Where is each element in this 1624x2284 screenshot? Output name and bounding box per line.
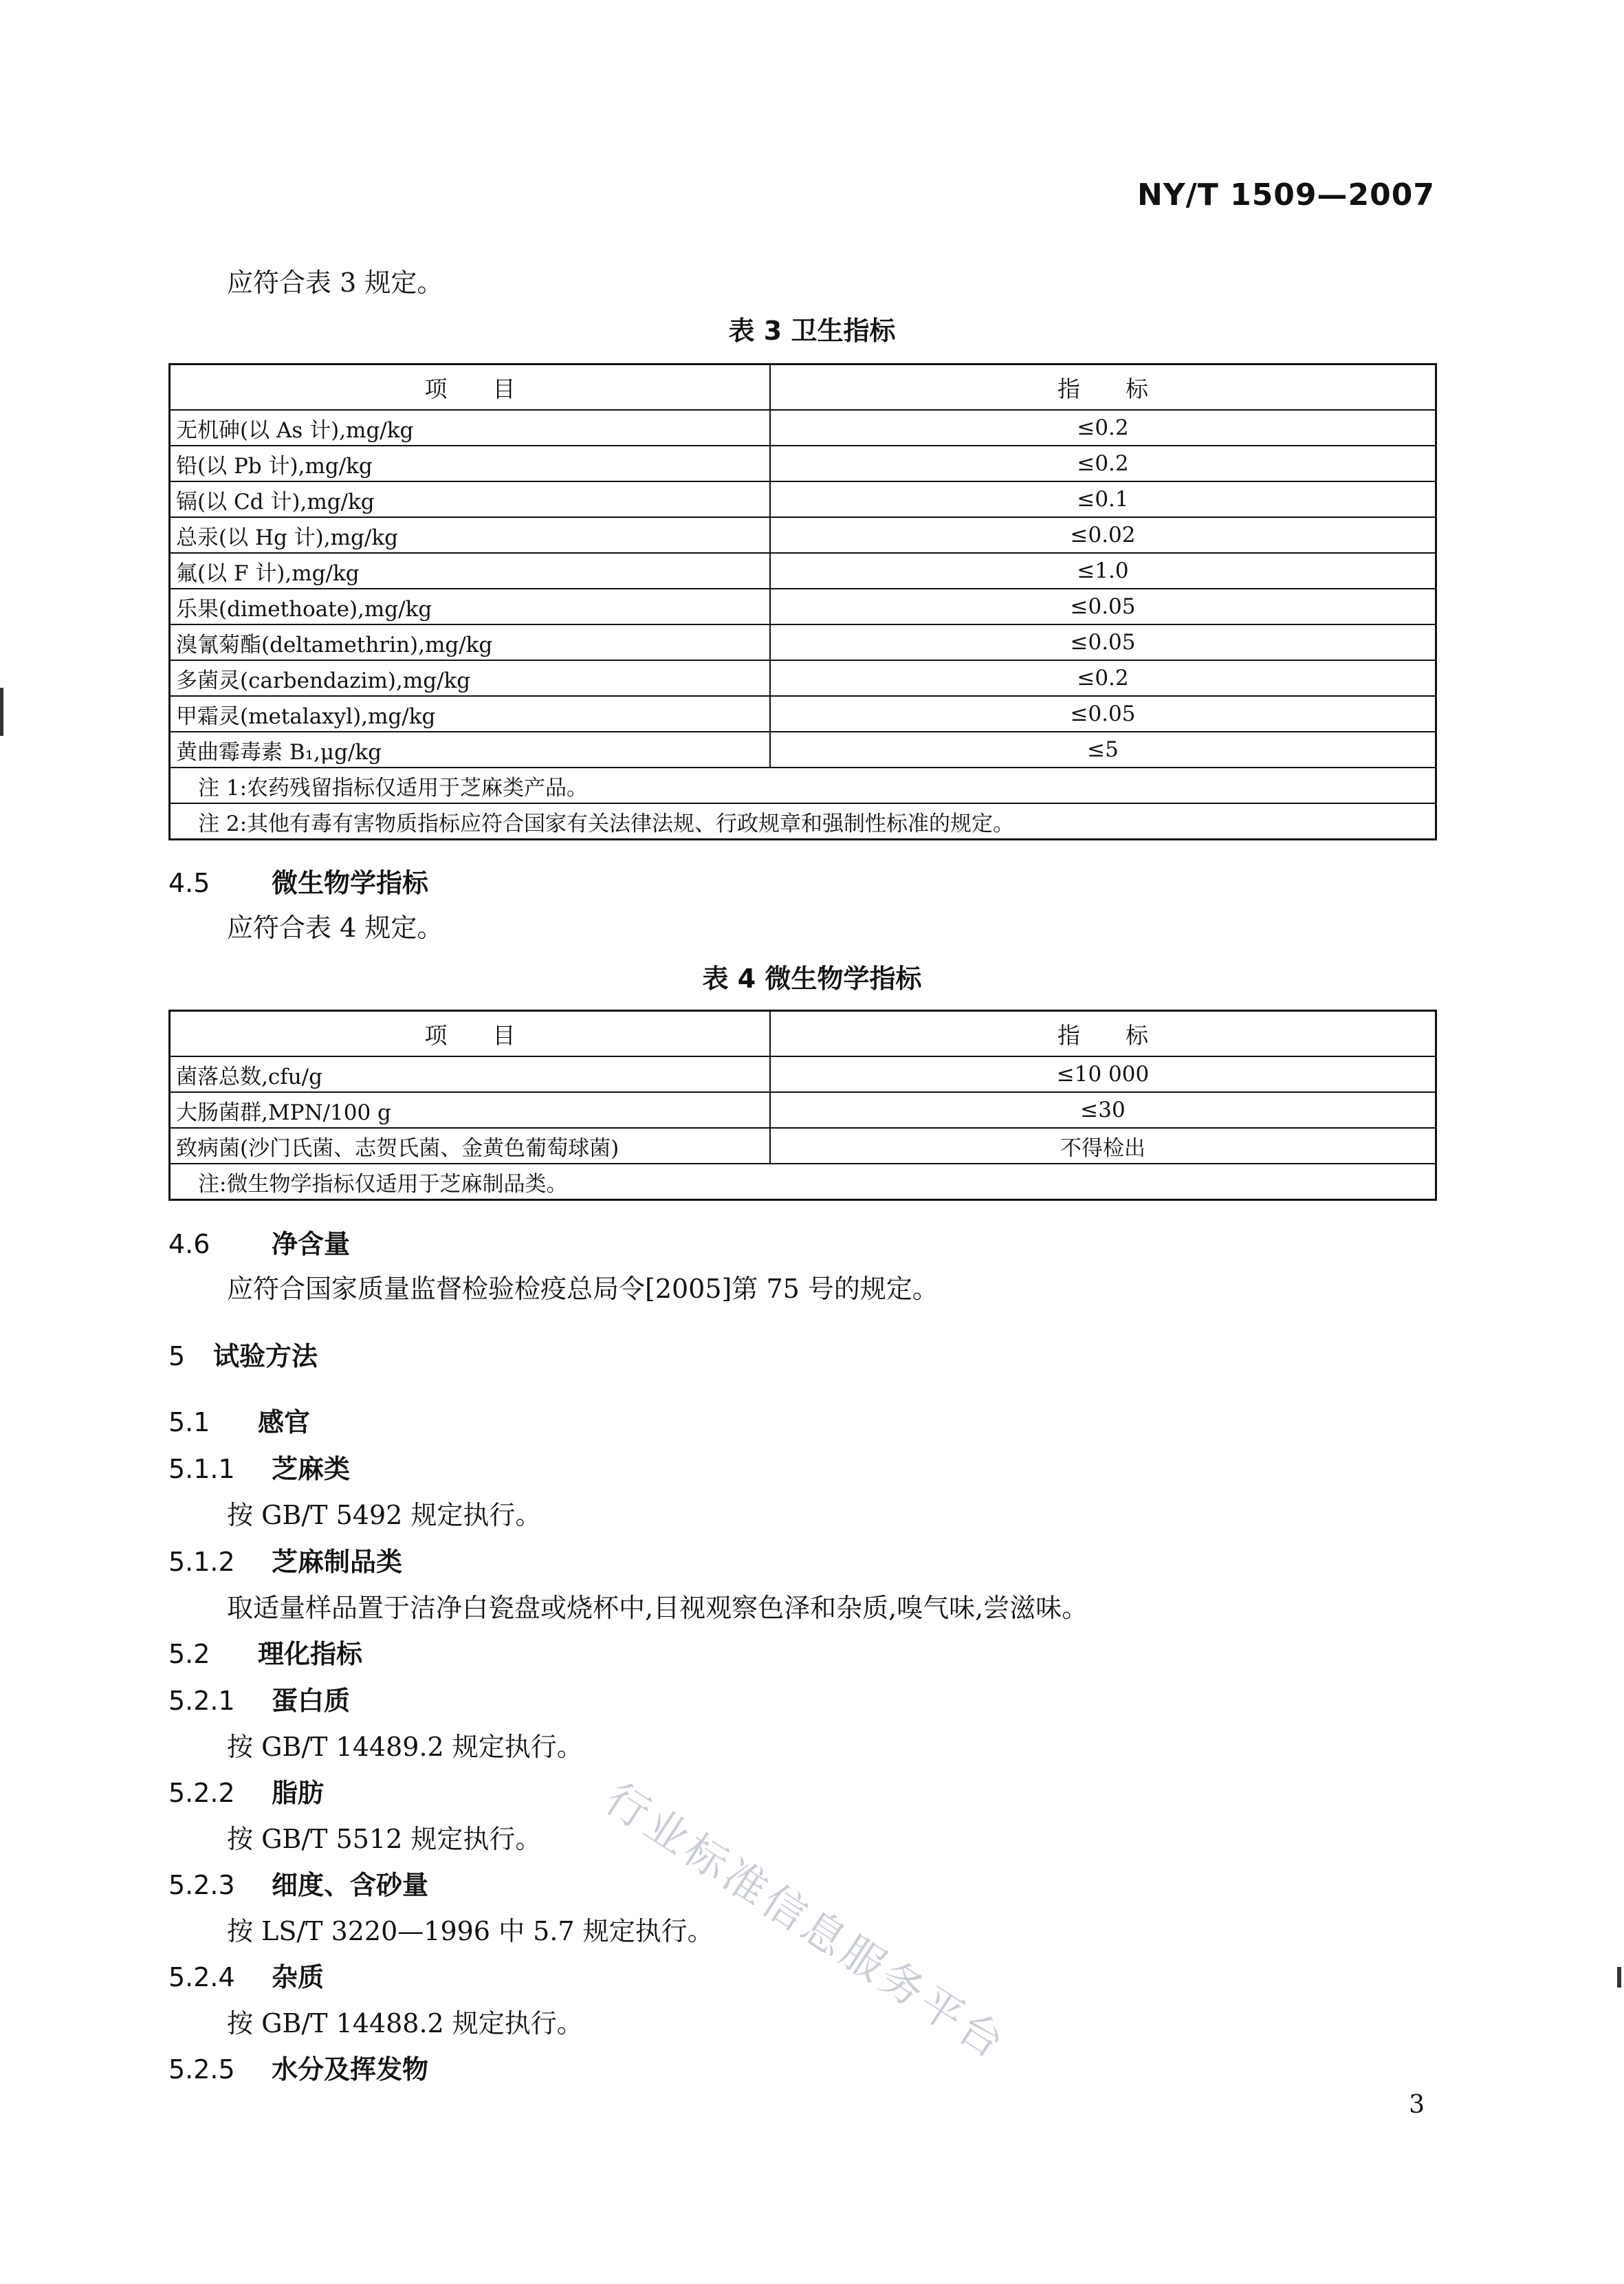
header-item: 项 目 [170,1011,771,1057]
table-note: 注:微生物学指标仅适用于芝麻制品类。 [170,1164,1436,1200]
section-title: 水分及挥发物 [272,2054,429,2085]
section-title: 细度、含砂量 [272,1870,429,1900]
standard-code-header: NY/T 1509—2007 [1137,177,1435,213]
watermark: 行业标准信息服务平台 [596,1773,1016,2070]
table-row [170,1128,1436,1164]
section-heading-5-2-4 [168,1956,324,1994]
section-text: 按 GB/T 5492 规定执行。 [227,1500,542,1530]
row-item: 铅(以 Pb 计),mg/kg [170,446,771,481]
section-number: 4.5 [168,868,210,898]
section-number: 5.2.2 [168,1778,235,1808]
table-header-row [170,1011,1436,1057]
table-row [170,410,1436,446]
row-value: ≤0.05 [770,624,1436,660]
section-title: 芝麻制品类 [272,1547,403,1577]
section-number: 5.2.1 [168,1686,235,1716]
table-note: 注 2:其他有毒有害物质指标应符合国家有关法律法规、行政规章和强制性标准的规定。 [170,803,1436,840]
table-note-row [170,768,1436,803]
row-value: ≤10 000 [770,1056,1436,1092]
table-row [170,696,1436,732]
table-row [170,624,1436,660]
section-number: 5.2.3 [168,1870,235,1900]
row-item: 乐果(dimethoate),mg/kg [170,589,771,624]
row-value: ≤0.05 [770,589,1436,624]
section-title: 试验方法 [213,1341,318,1371]
table-note-row [170,1164,1436,1200]
row-value: ≤0.05 [770,696,1436,732]
section-number: 4.6 [168,1229,210,1259]
row-item: 氟(以 F 计),mg/kg [170,553,771,589]
row-value: ≤0.02 [770,517,1436,553]
scan-edge-mark [0,688,3,736]
header-value: 指 标 [770,1011,1436,1057]
section-number: 5 [168,1341,186,1371]
section-text: 按 GB/T 14489.2 规定执行。 [227,1732,583,1762]
row-value: ≤5 [770,732,1436,768]
table-row [170,1056,1436,1092]
table3-caption: 表 3 卫生指标 [728,316,896,346]
table4-microbiology [168,1010,1437,1201]
section-number: 5.2 [168,1639,210,1669]
section-heading-5-2-5 [168,2048,428,2086]
row-item: 致病菌(沙门氏菌、志贺氏菌、金黄色葡萄球菌) [170,1128,771,1164]
row-value: 不得检出 [770,1128,1436,1164]
table-row [170,481,1436,517]
section-heading-5-1-2 [168,1541,402,1578]
row-item: 无机砷(以 As 计),mg/kg [170,410,771,446]
section-title: 感官 [258,1407,311,1437]
section-heading-5-1-1 [168,1448,350,1486]
section-title: 脂肪 [272,1778,325,1808]
section-number: 5.1.2 [168,1547,235,1577]
table-row [170,1092,1436,1128]
row-value: ≤0.2 [770,410,1436,446]
row-item: 菌落总数,cfu/g [170,1056,771,1092]
intro-text: 应符合表 3 规定。 [227,268,443,298]
row-item: 溴氰菊酯(deltamethrin),mg/kg [170,624,771,660]
header-item: 项 目 [170,365,771,411]
section-text: 取适量样品置于洁净白瓷盘或烧杯中,目视观察色泽和杂质,嗅气味,尝滋味。 [227,1593,1088,1623]
section-heading-5-2-2 [168,1772,324,1809]
section-text: 应符合表 4 规定。 [227,913,443,943]
table-note-row [170,803,1436,840]
row-item: 总汞(以 Hg 计),mg/kg [170,517,771,553]
table-row [170,553,1436,589]
section-text: 按 LS/T 3220—1996 中 5.7 规定执行。 [227,1916,714,1946]
section-heading-4-6 [168,1223,350,1261]
row-item: 甲霜灵(metalaxyl),mg/kg [170,696,771,732]
section-number: 5.1 [168,1407,210,1437]
section-title: 芝麻类 [272,1454,351,1484]
scan-edge-mark [1617,1967,1621,1988]
table-row [170,517,1436,553]
row-value: ≤30 [770,1092,1436,1128]
section-number: 5.2.5 [168,2054,235,2085]
section-title: 微生物学指标 [272,868,429,898]
page-number: 3 [1409,2091,1425,2119]
row-value: ≤0.2 [770,660,1436,696]
row-value: ≤0.2 [770,446,1436,481]
section-text: 应符合国家质量监督检验检疫总局令[2005]第 75 号的规定。 [227,1274,939,1304]
row-item: 镉(以 Cd 计),mg/kg [170,481,771,517]
section-heading-5-1 [168,1401,310,1439]
table-row [170,660,1436,696]
section-title: 理化指标 [258,1639,363,1669]
section-text: 按 GB/T 14488.2 规定执行。 [227,2008,583,2038]
header-value: 指 标 [770,365,1436,411]
section-heading-4-5 [168,862,428,900]
section-title: 净含量 [272,1229,351,1259]
row-value: ≤1.0 [770,553,1436,589]
section-heading-5-2 [168,1633,362,1671]
table-row [170,589,1436,624]
row-item: 黄曲霉毒素 B₁,μg/kg [170,732,771,768]
section-number: 5.2.4 [168,1962,235,1992]
section-heading-5-2-3 [168,1864,428,1902]
section-title: 杂质 [272,1962,325,1992]
section-title: 蛋白质 [272,1686,351,1716]
table-header-row [170,365,1436,411]
table4-caption: 表 4 微生物学指标 [702,964,922,994]
section-text: 按 GB/T 5512 规定执行。 [227,1824,542,1854]
row-item: 大肠菌群,MPN/100 g [170,1092,771,1128]
table3-hygiene [168,363,1437,840]
row-item: 多菌灵(carbendazim),mg/kg [170,660,771,696]
table-row [170,732,1436,768]
row-value: ≤0.1 [770,481,1436,517]
section-heading-5 [168,1335,318,1373]
section-heading-5-2-1 [168,1679,350,1717]
table-note: 注 1:农药残留指标仅适用于芝麻类产品。 [170,768,1436,803]
table-row [170,446,1436,481]
section-number: 5.1.1 [168,1454,235,1484]
